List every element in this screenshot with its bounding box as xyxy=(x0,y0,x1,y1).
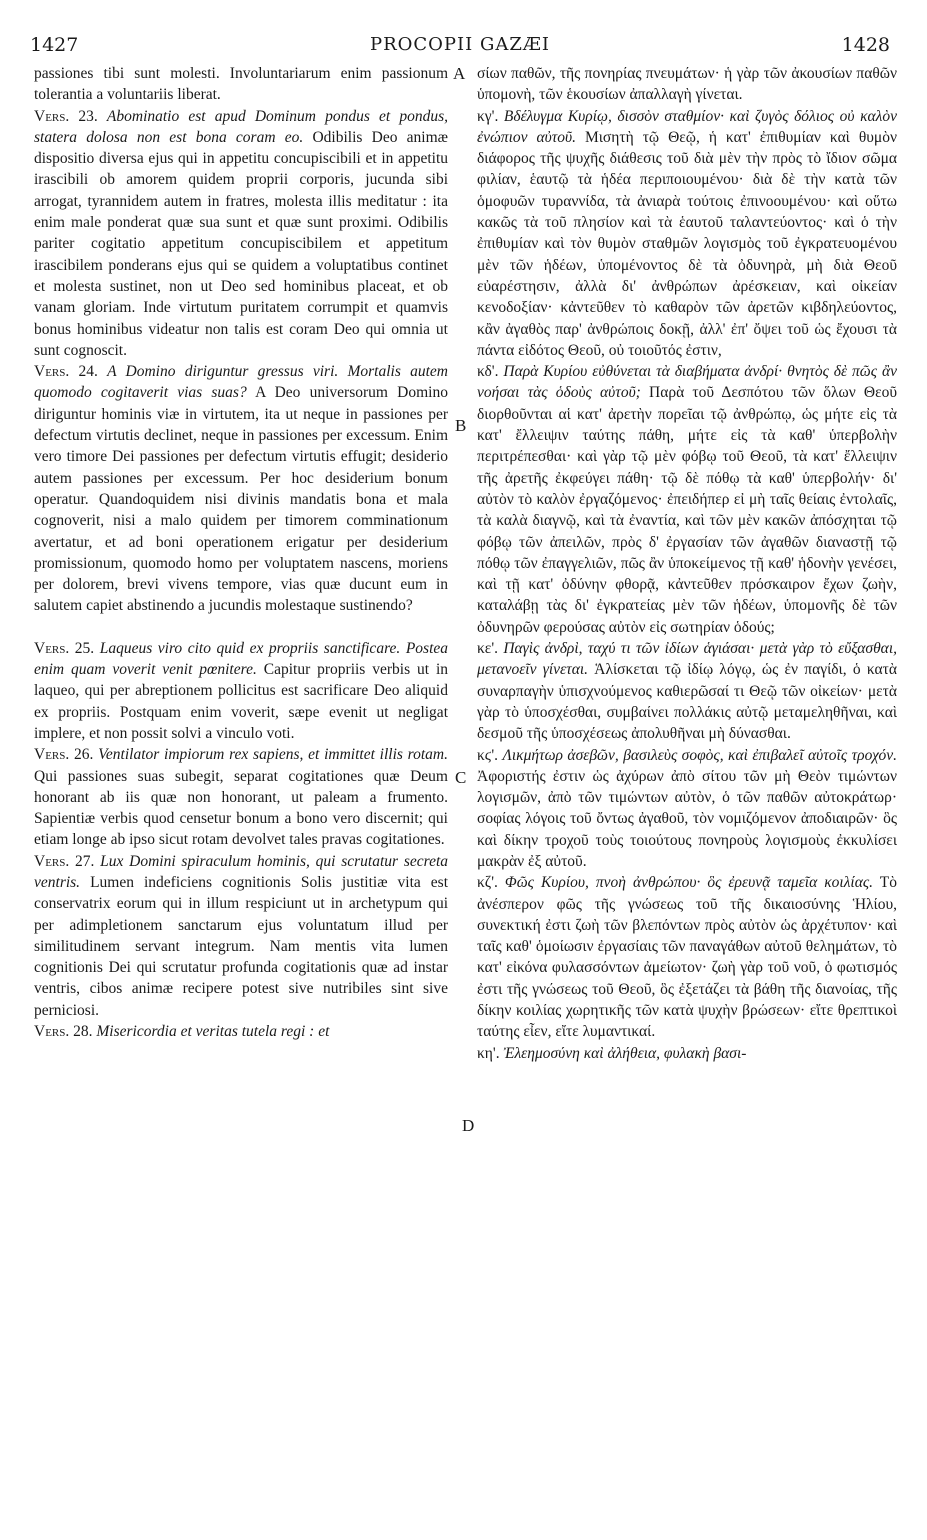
greek-column xyxy=(477,63,897,1064)
greek-text: Μισητὴ τῷ Θεῷ, ἡ κατ' ἐπιθυμίαν καὶ θυμὸν διάφορος τῆς ψυχῆς διάθεσις τοῦ διὰ μὲν τὴν πρὸς τὸ ἴδιον σῶμα φιλίαν, ἑαυτῷ τὰ ἡδέα περιποιουμένου· διὰ δὲ τὴν κατὰ τῶν ὁμοφυῶν τυραννίδα, τὰ ἀνιαρὰ τούτοις ἐπινοουμένου· καὶ οὕτω κακῶς τὰ τοῦ πλησίον καὶ τὰ ἑαυτοῦ ταλαντεύοντος· καὶ ὁ τὴν ἐπιθυμίαν καὶ τὸν θυμὸν σταθμῶν λογισμὸς τοῦ ἐγκρατευομένου μὲν τῶν ἡδέων, ὑπομένοντος δὲ τὰ ὀδυνηρὰ, μὴ διὰ Θεοῦ εὐαρέστησιν, ἀλλὰ δι' ἀνθρώπων ἀρέσκειαν, καὶ οἰκείαν κενοδοξίαν· κἀντεῦθεν τὸ καθαρὸν τῶν ἀρετῶν κιβδηλεύοντος, κἂν ἀγαθὸς παρ' ἀνθρώποις δοκῇ, ἀλλ' ἐπ' ὄψει τοῦ ὡς ἔχουσι τὰ πάντα εἰδότος Θεοῦ, οὐ τοιοῦτός ἐστιν, xyxy=(477,128,897,359)
verse-lemma: Λικμήτωρ ἀσεβῶν, βασιλεὺς σοφὸς, καὶ ἐπιβαλεῖ αὐτοῖς τροχόν. xyxy=(502,746,898,764)
verse-lemma: Laqueus viro cito quid ex propriis sanctificare. Postea enim quam voverit venit pœnitere. xyxy=(34,639,449,679)
verse-label: κδ'. xyxy=(477,363,499,381)
margin-letter-b: B xyxy=(455,416,467,435)
verse-lemma: Ventilator impiorum rex sapiens, et immittet illis rotam. xyxy=(98,746,448,764)
verse-label: Vers. 27. xyxy=(34,852,95,870)
verse-label: Vers. 26. xyxy=(34,746,94,764)
verse-lemma: Παρὰ Κυρίου εὐθύνεται τὰ διαβήματα ἀνδρί· θνητὸς δὲ πῶς ἂν νοήσαι τὰς ὁδοὺς αὐτοῦ; xyxy=(477,363,897,402)
verse-label: κγ'. xyxy=(477,107,499,125)
verse-label: Vers. 28. xyxy=(34,1023,93,1041)
latin-text: Qui passiones suas subegit, separat cogitationes quæ Deum honorant ab iis quæ non honorant, ut paleam a frumento. Sapientiæ verbis quod censetur bonum a bono vero discernit; qui etiam longe ab ipso sicut rotam devolvet tales pravas cogitationes. xyxy=(34,767,448,849)
running-title: PROCOPII GAZÆI xyxy=(369,34,551,55)
verse-label: κε'. xyxy=(477,640,498,658)
greek-text: Ἁλίσκεται τῷ ἰδίῳ λόγῳ, ὡς ἐν παγίδι, ὁ κατὰ συναρπαγὴν ὑπισχνούμενος καθιερῶσαί τι Θεῷ τῶν οἰκείων· μετὰ γὰρ τὸ ὑποσχέσθαι, συμβαίνει πολλάκις αὐτῷ μεταμεληθῆναι, καὶ δεσμοῦ τῆς ὑποσχέσεως ἀπολυθῆναι μὴ δύνασθαι. xyxy=(477,661,898,743)
latin-para xyxy=(34,744,448,850)
greek-text: Τὸ ἀνέσπερον φῶς τῆς γνώσεως τοῦ τῆς δικαιοσύνης Ἡλίου, συνεκτική ἐστι ζωὴ τῶν βλεπόντων πρὸς αὐτὸν ὡς ἀρχέτυπον· καὶ ταῖς καθ' ὁμοίωσιν ἐργασίαις τῶν παναγάθων αὐτοῦ θελημάτων, τὸ κατ' εἰκόνα φυλασσόντων ἀμείωτον· ζωὴ γὰρ τοῦ νοῦ, ὁ φωτισμός ἐστι τῆς γνώσεως τοῦ Θεοῦ, ὃς ἐξετάζει τὰ βάθη τῆς διανοίας, τῆς δίκην κοιλίας χωρητικῆς τῶν κατὰ ψυχὴν βρώσεων· εἴτε θρεπτικοὶ ταύτης εἶεν, εἴτε λυμαντικαί. xyxy=(477,874,897,1041)
latin-para xyxy=(34,851,448,1021)
greek-para xyxy=(477,872,897,1042)
verse-label: Vers. 25. xyxy=(34,639,95,657)
verse-lemma: Παγὶς ἀνδρὶ, ταχύ τι τῶν ἰδίων ἁγιάσαι· μετὰ γὰρ τὸ εὔξασθαι, μετανοεῖν γίνεται. xyxy=(477,640,898,679)
margin-letter-a: A xyxy=(453,64,466,83)
margin-letter-c: C xyxy=(455,768,467,787)
greek-text: Παρὰ τοῦ Δεσπότου τῶν ὅλων Θεοῦ διορθοῦνται αἱ κατ' ἀρετὴν πορεῖαι τῷ ἀνθρώπῳ, ὡς μήτε εἰς τὰ κατ' ἔλλειψιν ταύτης πάθη, μήτε εἰς τὰ καθ' ὑπερβολὴν περιτρέπεσθαι· καὶ γὰρ τῷ μὲν φόβῳ τοῦ Θεοῦ, τὰ κατ' ἔλλειψιν τῆς ἀρετῆς ἐκφεύγει πάθη· τῷ δὲ πόθῳ τὰ καθ' ὑπερβολήν· δι' αὐτὸν τὸ καλὸν ἐργαζόμενος· ἐπειδήπερ εἰ μὴ ταῖς θείαις ἐντολαῖς, τὰ καλὰ διαγνῷ, καὶ τὰ ἐναντία, καὶ τῶν μὲν κακῶν ἀπόσχηται τῷ φόβῳ τῶν ἀπειλῶν, πρὸς δ' ἐργασίαν τῶν ἀγαθῶν διαναστῇ τῷ πόθῳ τῶν ἐπαγγελιῶν, πῶς ἂν ὑποκείμενος τῇ καθ' ἡδονὴν γενέσει, καὶ τῇ κατ' ὀδύνην φθορᾷ, κἀντεῦθεν πρόσκαιρον ἔχων ζωὴν, καταλάβῃ τὰς δι' ἐγκρατείας μὲν τῶν ἡδέων, ὑπομονῆς δὲ τῶν ὀδυνηρῶν φερούσας αὐτὸν εἰς σωτηρίαν ὁδούς; xyxy=(477,384,898,636)
greek-para xyxy=(477,106,897,362)
verse-label: Vers. 24. xyxy=(34,363,98,381)
latin-para xyxy=(34,1021,448,1042)
left-page-number: 1427 xyxy=(30,34,79,56)
latin-text: passiones tibi sunt molesti. Involuntariarum enim passionum tolerantia a voluntariis liberat. xyxy=(34,65,448,104)
verse-lemma: Ἐλεημοσύνη καὶ ἀλήθεια, φυλακὴ βασι- xyxy=(503,1044,747,1062)
page-header xyxy=(30,34,890,62)
greek-para xyxy=(477,745,897,873)
greek-para xyxy=(477,63,897,106)
latin-text: A Deo universorum Domino diriguntur hominis viæ in virtutem, ita ut neque in passiones per defectum virtutis declinet, neque in passiones per excessum. Enim vero timore Dei passiones per defectum virtutis effugit; desiderio autem passiones per excessum. Per hoc desiderium bonum operatur. Quandoquidem nisi divinis mandatis bona et mala cognoverit, nisi a malo quidem per timorem comminationum avertatur, et ad boni operationem erigatur per desiderium promissionum, quomodo homo per voluptatem nascens, moriens per dolorem, brevi vivens tempore, vias quæ ducunt eum in salutem capiet abstinendo a jucundis molestaque sustinendo? xyxy=(34,384,448,615)
verse-lemma: A Domino diriguntur gressus viri. Mortalis autem quomodo cogitaverit vias suas? xyxy=(34,363,448,402)
latin-para xyxy=(34,106,448,362)
verse-lemma: Φῶς Κυρίου, πνοὴ ἀνθρώπου· ὃς ἐρευνᾷ ταμεῖα κοιλίας. xyxy=(504,874,874,892)
verse-lemma: Misericordia et veritas tutela regi : et xyxy=(96,1023,330,1041)
verse-lemma: Βδέλυγμα Κυρίῳ, δισσὸν σταθμίον· καὶ ζυγὸς δόλιος οὐ καλὸν ἐνώπιον αὐτοῦ. xyxy=(477,107,898,146)
latin-para xyxy=(34,361,448,617)
verse-lemma: Lux Domini spiraculum hominis, qui scrutatur secreta ventris. xyxy=(34,852,449,891)
latin-para xyxy=(34,638,448,744)
right-page-number: 1428 xyxy=(841,34,890,56)
greek-text: Ἀφοριστής ἐστιν ὡς ἀχύρων ἀπὸ σίτου τῶν μὴ Θεὸν τιμώντων λογισμῶν, ἀπὸ τῶν τιμώντων αὐτὸν, ὁ τῶν παθῶν αὐτοκράτωρ· σοφίας λόγοις τοῦ ὄντως ἀγαθοῦ, τὸν νομιζόμενον ἀποδιαιρῶν· ὃς καὶ δίκην τροχοῦ τοὺς τοιούτους πονηροὺς λογισμοὺς ἐκκυλίσει μακρὰν ἐξ αὐτοῦ. xyxy=(477,767,897,870)
verse-lemma: Abominatio est apud Dominum pondus et pondus, statera dolosa non est bona coram eo. xyxy=(34,107,449,146)
latin-para xyxy=(34,63,448,106)
latin-text: Lumen indeficiens cognitionis Solis justitiæ vita est conservatrix eorum qui in illum respiciunt ut in archetypum qui per adimpletionem sanctarum ejus voluntatum illud per similitudinem servant integrum. Nam mentis vita lumen cognitionis Dei qui scrutatur profunda cogitationis quæ ad instar ventris, cibos animæ recipere potest sive nutribiles sint sive perniciosi. xyxy=(34,873,449,1019)
verse-label: κη'. xyxy=(477,1044,500,1062)
latin-text: Odibilis Deo animæ dispositio diversa ejus qui in appetitu concupiscibili et in appetitu irascibili ob amorem quidem proprii corporis, jucunda sibi arrogat, tyrannidem autem in fratres, molesta illis meditatur : ita enim male ponderat quæ sua sunt et quæ sunt proximi. Odibilis pariter cogitatio appetitum concupiscibilem et appetitum irascibilem ponderans ejus qui se quidem a voluptatibus continet et molesta sustinet, non ut Deo sed hominibus placeat, et ob vanam gloriam. Inde virtutum puritatem corrumpit et quamvis bonus hominibus videatur non talis est coram Deo qui omnia ut sunt cognoscit. xyxy=(34,128,448,359)
verse-label: κϛ'. xyxy=(477,746,498,764)
greek-para xyxy=(477,1043,897,1064)
verse-label: Vers. 23. xyxy=(34,107,98,125)
margin-letter-d: D xyxy=(462,1116,475,1135)
greek-text: σίων παθῶν, τῆς πονηρίας πνευμάτων· ἡ γὰρ τῶν ἀκουσίων παθῶν ὑπομονὴ, τῶν ἑκουσίων ἀπαλλαγὴ γίνεται. xyxy=(477,65,897,104)
greek-para xyxy=(477,361,897,638)
greek-para xyxy=(477,638,897,744)
latin-text: Capitur propriis verbis ut in laqueo, qui per abreptionem pollicitus est sacrificare Deo aliquid ex propriis. Postquam enim voverit, sæpe evenit ut negligat implere, et non possit solvi a vinculo voti. xyxy=(34,661,448,742)
latin-column xyxy=(34,63,448,1042)
verse-label: κζ'. xyxy=(477,874,498,892)
spacer xyxy=(34,617,448,638)
